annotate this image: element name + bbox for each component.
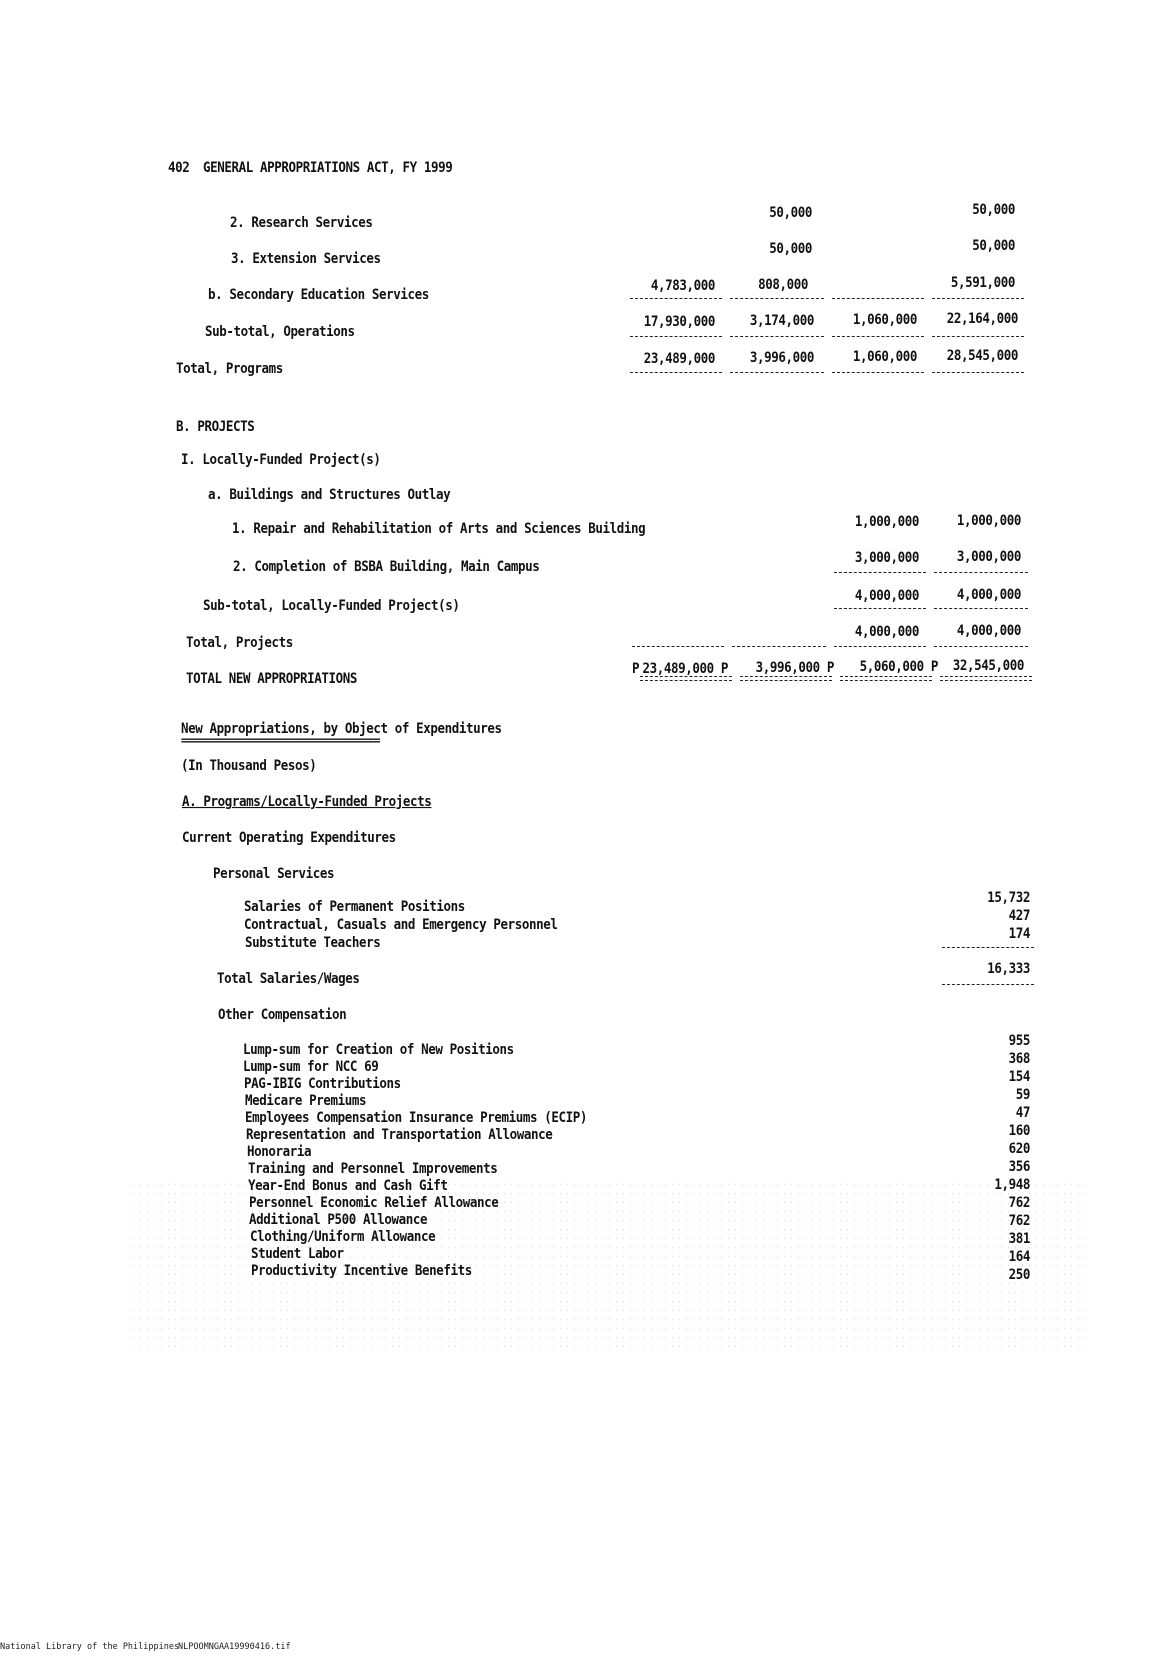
compensation-value: 356	[1008, 1157, 1030, 1175]
double-rule	[640, 676, 732, 681]
double-rule	[840, 676, 932, 681]
compensation-value: 1,948	[994, 1175, 1030, 1193]
compensation-value: 250	[1008, 1265, 1030, 1283]
compensation-label: Personnel Economic Relief Allowance	[249, 1193, 499, 1211]
subtotal-ops-col1: 17,930,000	[643, 312, 715, 330]
objects-heading-underline: ==========================================	[181, 735, 380, 748]
page-title: GENERAL APPROPRIATIONS ACT, FY 1999	[203, 158, 453, 176]
completion-col3: 3,000,000	[854, 548, 919, 566]
repair-col3: 1,000,000	[854, 512, 919, 530]
locally-funded-heading: I. Locally-Funded Project(s)	[181, 450, 381, 468]
rule	[934, 646, 1028, 647]
row-label-repair: 1. Repair and Rehabilitation of Arts and Sciences Building	[232, 519, 646, 537]
rule	[934, 572, 1028, 573]
row-label-subtotal-lfp: Sub-total, Locally-Funded Project(s)	[203, 596, 460, 614]
compensation-label: Training and Personnel Improvements	[248, 1159, 498, 1177]
rule	[630, 298, 722, 299]
compensation-value: 154	[1008, 1067, 1030, 1085]
compensation-value: 47	[1015, 1103, 1030, 1121]
double-rule	[740, 676, 832, 681]
total-new-col1: 23,489,000 P	[642, 659, 728, 677]
rule	[832, 298, 924, 299]
rule	[632, 646, 724, 647]
rule	[730, 372, 824, 373]
row-label-research: 2. Research Services	[230, 213, 373, 231]
footer-file: NLPOOMNGAA19990416.tif	[178, 1642, 291, 1652]
rule	[730, 336, 824, 337]
compensation-value: 762	[1008, 1193, 1030, 1211]
section-heading-projects: B. PROJECTS	[176, 417, 255, 435]
rule	[630, 336, 722, 337]
repair-col4: 1,000,000	[956, 511, 1021, 529]
salary-label: Contractual, Casuals and Emergency Personnel	[244, 915, 558, 933]
rule	[834, 572, 926, 573]
secondary-col2: 808,000	[758, 275, 808, 293]
total-projects-col3: 4,000,000	[854, 622, 919, 640]
rule	[834, 608, 926, 609]
row-label-total-programs: Total, Programs	[176, 359, 283, 377]
subtotal-lfp-col3: 4,000,000	[854, 586, 919, 604]
row-label-secondary: b. Secondary Education Services	[208, 285, 429, 303]
salary-value: 427	[1008, 906, 1030, 924]
compensation-value: 620	[1008, 1139, 1030, 1157]
other-compensation-heading: Other Compensation	[218, 1005, 347, 1023]
rule	[934, 608, 1028, 609]
compensation-value: 381	[1008, 1229, 1030, 1247]
buildings-outlay-heading: a. Buildings and Structures Outlay	[208, 485, 451, 503]
research-col2: 50,000	[769, 203, 812, 221]
compensation-label: PAG-IBIG Contributions	[244, 1074, 401, 1092]
compensation-label: Representation and Transportation Allowance	[246, 1125, 553, 1143]
total-programs-col1: 23,489,000	[643, 349, 715, 367]
compensation-value: 59	[1015, 1085, 1030, 1103]
footer-library: National Library of the Philippines	[0, 1642, 180, 1652]
secondary-col1: 4,783,000	[650, 276, 715, 294]
completion-col4: 3,000,000	[956, 547, 1021, 565]
peso-sign: P	[632, 659, 640, 677]
salary-value: 174	[1008, 924, 1030, 942]
rule	[732, 646, 826, 647]
extension-col2: 50,000	[769, 239, 812, 257]
compensation-label: Student Labor	[251, 1244, 344, 1262]
total-programs-col4: 28,545,000	[946, 346, 1018, 364]
total-programs-col3: 1,060,000	[852, 347, 917, 365]
rule	[630, 372, 722, 373]
row-label-total-projects: Total, Projects	[186, 633, 293, 651]
compensation-label: Honoraria	[247, 1142, 312, 1160]
subtotal-ops-col3: 1,060,000	[852, 310, 917, 328]
subtotal-lfp-col4: 4,000,000	[956, 585, 1021, 603]
subtotal-ops-col2: 3,174,000	[749, 311, 814, 329]
salary-value: 15,732	[987, 888, 1030, 906]
rule	[942, 947, 1034, 948]
row-label-subtotal-operations: Sub-total, Operations	[205, 322, 355, 340]
double-rule	[940, 676, 1032, 681]
total-projects-col4: 4,000,000	[956, 621, 1021, 639]
subtotal-ops-col4: 22,164,000	[946, 309, 1018, 327]
extension-col4: 50,000	[972, 236, 1015, 254]
compensation-value: 368	[1008, 1049, 1030, 1067]
research-col4: 50,000	[972, 200, 1015, 218]
compensation-label: Medicare Premiums	[245, 1091, 367, 1109]
compensation-value: 762	[1008, 1211, 1030, 1229]
total-new-col4: 32,545,000	[952, 656, 1024, 674]
compensation-label: Employees Compensation Insurance Premiums (ECIP)	[245, 1108, 588, 1126]
salary-label: Salaries of Permanent Positions	[244, 897, 465, 915]
salary-label: Substitute Teachers	[245, 933, 381, 951]
row-label-extension: 3. Extension Services	[231, 249, 381, 267]
rule	[932, 372, 1024, 373]
rule	[932, 298, 1024, 299]
compensation-value: 160	[1008, 1121, 1030, 1139]
compensation-value: 955	[1008, 1031, 1030, 1049]
total-new-col2: 3,996,000 P	[755, 658, 834, 676]
compensation-label: Year-End Bonus and Cash Gift	[248, 1176, 448, 1194]
personal-services-heading: Personal Services	[213, 864, 335, 882]
compensation-label: Productivity Incentive Benefits	[251, 1261, 472, 1279]
total-programs-col2: 3,996,000	[749, 348, 814, 366]
secondary-col4: 5,591,000	[950, 273, 1015, 291]
current-operating-heading: Current Operating Expenditures	[182, 828, 396, 846]
rule	[834, 646, 926, 647]
rule	[832, 372, 924, 373]
page-number: 402	[168, 158, 190, 176]
compensation-label: Clothing/Uniform Allowance	[250, 1227, 436, 1245]
total-salaries-label: Total Salaries/Wages	[217, 969, 360, 987]
section-a-heading: A. Programs/Locally-Funded Projects	[182, 792, 432, 810]
rule	[932, 336, 1024, 337]
row-label-total-new-appropriations: TOTAL NEW APPROPRIATIONS	[186, 669, 358, 687]
compensation-label: Lump-sum for NCC 69	[243, 1057, 379, 1075]
rule	[832, 336, 924, 337]
row-label-completion: 2. Completion of BSBA Building, Main Campus	[233, 557, 540, 575]
compensation-value: 164	[1008, 1247, 1030, 1265]
total-new-col3: 5,060,000 P	[859, 657, 938, 675]
rule	[942, 984, 1034, 985]
rule	[730, 298, 824, 299]
objects-heading: New Appropriations, by Object of Expenditures	[181, 719, 502, 737]
compensation-label: Lump-sum for Creation of New Positions	[243, 1040, 514, 1058]
unit-label: (In Thousand Pesos)	[181, 756, 317, 774]
compensation-label: Additional P500 Allowance	[249, 1210, 428, 1228]
total-salaries-value: 16,333	[987, 959, 1030, 977]
